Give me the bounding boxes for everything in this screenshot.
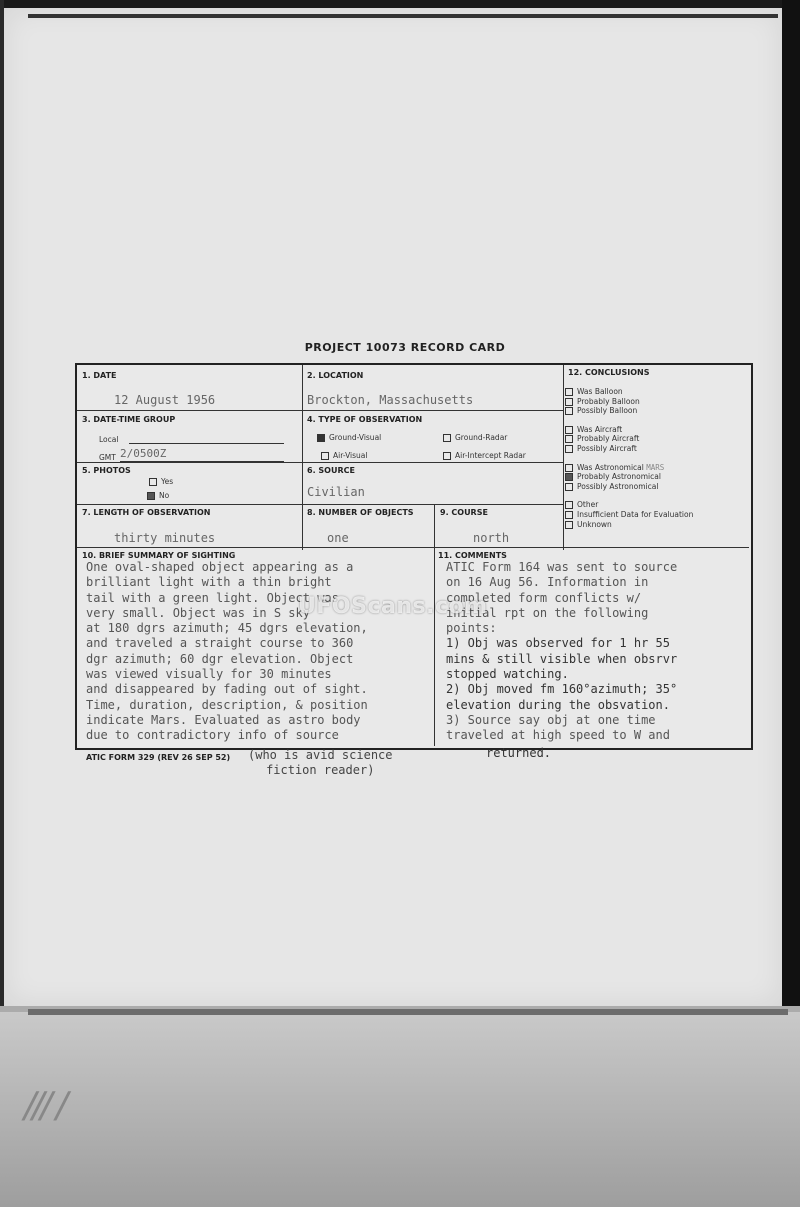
- comments-line: 1) Obj was observed for 1 hr 55: [446, 636, 670, 651]
- conclusion-unknown: Unknown: [565, 520, 749, 530]
- bottom-border-line: [28, 1009, 788, 1015]
- film-scratch-marks: /// /: [24, 1085, 64, 1126]
- conclusions-label: 12. CONCLUSIONS: [568, 368, 650, 377]
- conclusion-other: Other: [565, 500, 749, 510]
- comments-line: 3) Source say obj at one time: [446, 712, 656, 727]
- summary-line: dgr azimuth; 60 dgr elevation. Object: [86, 651, 354, 666]
- conclusion-probably-aircraft: Probably Aircraft: [565, 434, 749, 444]
- comments-line: 2) Obj moved fm 160°azimuth; 35°: [446, 682, 678, 697]
- comments-line: on 16 Aug 56. Information in: [446, 575, 649, 590]
- summary-line: and traveled a straight course to 360: [86, 636, 354, 651]
- date-value: 12 August 1956: [114, 393, 216, 407]
- film-edge-right: [782, 0, 800, 1010]
- row-divider-1: [77, 410, 563, 411]
- type-air-intercept-radar: Air-Intercept Radar: [443, 451, 526, 460]
- source-label: 6. SOURCE: [307, 466, 355, 475]
- photos-label: 5. PHOTOS: [82, 466, 131, 475]
- col-divider-course: [434, 504, 435, 547]
- col-divider-2: [563, 365, 564, 550]
- summary-continuation-line: fiction reader): [266, 763, 375, 777]
- type-label: 4. TYPE OF OBSERVATION: [307, 415, 423, 424]
- location-label: 2. LOCATION: [307, 371, 364, 380]
- conclusion-was-balloon: Was Balloon: [565, 387, 749, 397]
- card-title: PROJECT 10073 RECORD CARD: [304, 341, 506, 354]
- summary-line: One oval-shaped object appearing as a: [86, 560, 354, 574]
- summary-line: was viewed visually for 30 minutes: [86, 667, 332, 682]
- conclusion-was-astronomical: Was Astronomical MARS: [565, 463, 749, 473]
- summary-label: 10. BRIEF SUMMARY OF SIGHTING: [82, 551, 236, 560]
- comments-line: elevation during the obsvation.: [446, 697, 670, 712]
- comments-continuation: returned.: [486, 746, 552, 760]
- gmt-line: [120, 461, 284, 462]
- row-divider-2: [77, 462, 563, 463]
- summary-line: indicate Mars. Evaluated as astro body: [86, 712, 361, 727]
- summary-line: and disappeared by fading out of sight.: [86, 682, 368, 697]
- checkbox-ground-visual: [317, 434, 325, 442]
- comments-line: points:: [446, 621, 497, 636]
- number-value: one: [327, 531, 349, 545]
- length-label: 7. LENGTH OF OBSERVATION: [82, 508, 211, 517]
- checkbox-photos-yes: [149, 478, 157, 486]
- summary-continuation-line: (who is avid science: [248, 748, 393, 762]
- top-border-line: [28, 14, 778, 18]
- course-label: 9. COURSE: [440, 508, 488, 517]
- photos-no: No: [147, 491, 169, 500]
- summary-continuation: [248, 748, 393, 778]
- length-value: thirty minutes: [114, 531, 216, 545]
- type-ground-visual: Ground-Visual: [317, 433, 381, 442]
- summary-text: [86, 560, 438, 744]
- dtg-label: 3. DATE-TIME GROUP: [82, 415, 176, 424]
- checkbox-air-intercept-radar: [443, 452, 451, 460]
- gmt-label: GMT: [99, 453, 116, 462]
- checkbox-ground-radar: [443, 434, 451, 442]
- comments-text: [446, 560, 751, 744]
- comments-line: stopped watching.: [446, 667, 569, 682]
- summary-line: brilliant light with a thin bright: [86, 575, 332, 590]
- source-value: Civilian: [307, 485, 365, 499]
- watermark-logo: UFOScans.com: [298, 594, 488, 619]
- comments-line: completed form conflicts w/: [446, 590, 642, 605]
- number-label: 8. NUMBER OF OBJECTS: [307, 508, 414, 517]
- type-ground-radar: Ground-Radar: [443, 433, 507, 442]
- local-label: Local: [99, 435, 119, 444]
- date-label: 1. DATE: [82, 371, 117, 380]
- summary-line: due to contradictory info of source: [86, 728, 339, 743]
- conclusion-possibly-aircraft: Possibly Aircraft: [565, 444, 749, 454]
- form-identifier: ATIC FORM 329 (REV 26 SEP 52): [86, 753, 231, 762]
- photos-yes: Yes: [149, 477, 173, 486]
- summary-line: tail with a green light. Object was: [86, 590, 339, 605]
- conclusion-insufficient-data: Insufficient Data for Evaluation: [565, 510, 749, 520]
- location-value: Brockton, Massachusetts: [307, 393, 474, 407]
- comments-label: 11. COMMENTS: [438, 551, 507, 560]
- summary-line: at 180 dgrs azimuth; 45 dgrs elevation,: [86, 621, 368, 636]
- conclusion-probably-balloon: Probably Balloon: [565, 397, 749, 407]
- course-value: north: [473, 531, 510, 545]
- comments-line: mins & still visible when obsrvr: [446, 651, 678, 666]
- summary-line: very small. Object was in S sky: [86, 605, 310, 620]
- comments-line: traveled at high speed to W and: [446, 728, 670, 743]
- checkbox-air-visual: [321, 452, 329, 460]
- conclusion-possibly-balloon: Possibly Balloon: [565, 406, 749, 416]
- row-divider-4: [77, 547, 749, 548]
- col-divider-1: [302, 365, 303, 550]
- gmt-value: 2/0500Z: [120, 447, 167, 460]
- conclusions-list: [565, 387, 749, 529]
- local-line: [129, 443, 284, 444]
- summary-line: Time, duration, description, & position: [86, 697, 368, 712]
- type-air-visual: Air-Visual: [321, 451, 367, 460]
- comments-line: initial rpt on the following: [446, 605, 649, 620]
- row-divider-3: [77, 504, 563, 505]
- conclusion-probably-astronomical: Probably Astronomical: [565, 472, 749, 482]
- bottom-film-area: [0, 1012, 800, 1207]
- checkbox-photos-no: [147, 492, 155, 500]
- conclusion-was-aircraft: Was Aircraft: [565, 425, 749, 435]
- conclusion-possibly-astronomical: Possibly Astronomical: [565, 482, 749, 492]
- comments-line: ATIC Form 164 was sent to source: [446, 560, 678, 574]
